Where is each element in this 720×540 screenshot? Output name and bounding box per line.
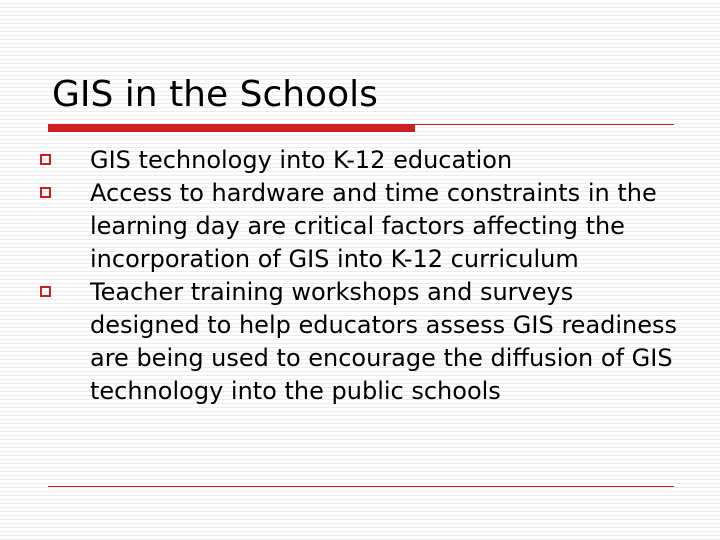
- bullet-text: Teacher training workshops and surveys designed to help educators assess GIS readiness are being used to encourage the diffusion of GIS technology into the public schools: [90, 278, 678, 405]
- slide-title: GIS in the Schools: [52, 74, 378, 115]
- bullet-item: [40, 177, 680, 276]
- hollow-square-bullet-icon: [40, 154, 51, 165]
- bullet-item: [40, 144, 680, 177]
- hollow-square-bullet-icon: [40, 286, 51, 297]
- bottom-rule: [48, 486, 674, 487]
- hollow-square-bullet-icon: [40, 187, 51, 198]
- bullet-text: GIS technology into K-12 education: [90, 146, 513, 174]
- bullet-text: Access to hardware and time constraints in the learning day are critical factors affecting the incorporation of GIS into K-12 curriculum: [90, 179, 657, 273]
- title-underline-thin: [415, 124, 674, 125]
- bullet-list: [40, 144, 680, 408]
- bullet-item: [40, 276, 680, 408]
- title-underline-thick: [48, 124, 415, 132]
